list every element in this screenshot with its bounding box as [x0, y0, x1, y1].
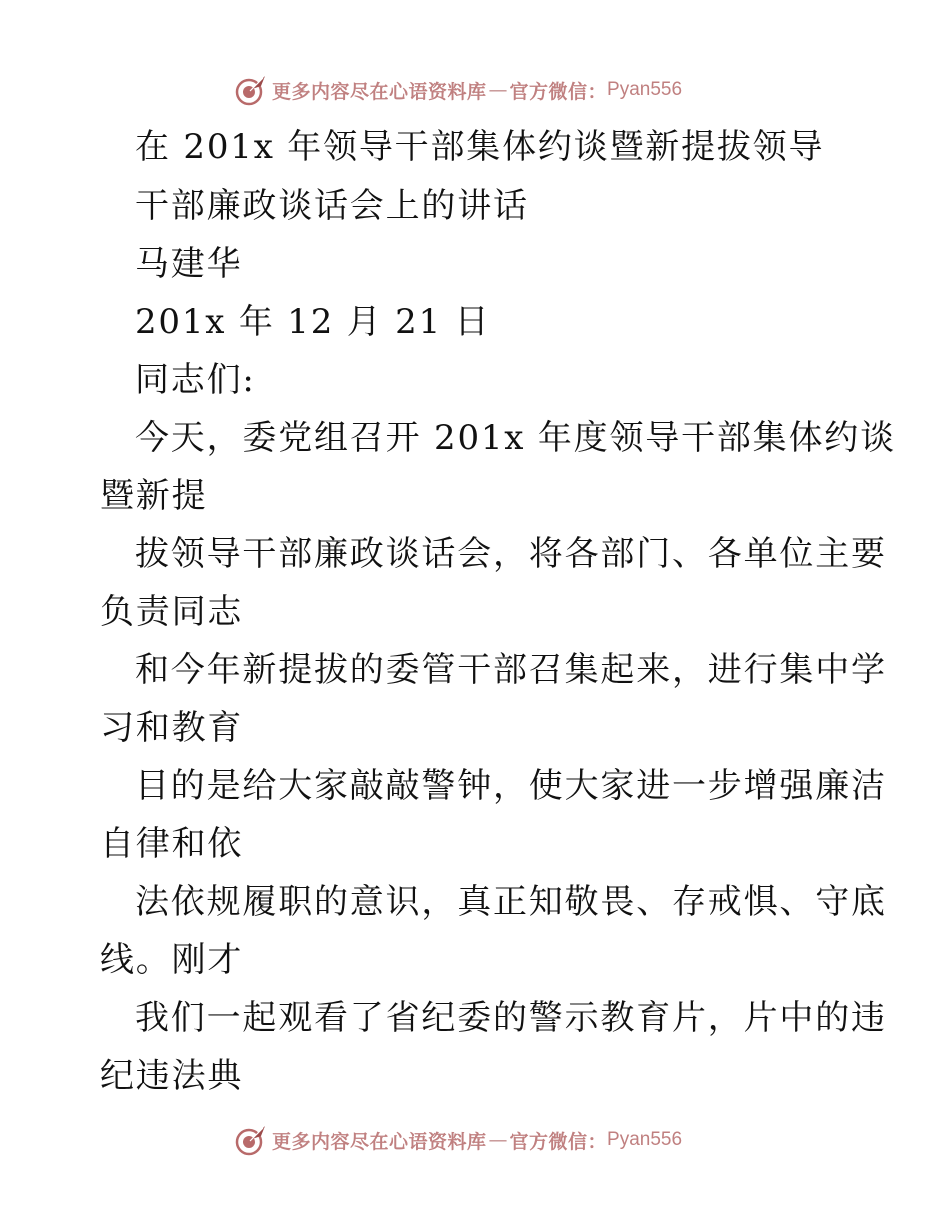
document-title-line-2: 干部廉政谈话会上的讲话	[135, 186, 529, 226]
body-line: 我们一起观看了省纪委的警示教育片，片中的违	[135, 998, 887, 1038]
body-line: 负责同志	[100, 592, 244, 632]
quill-pen-icon	[234, 1123, 268, 1157]
quill-pen-icon	[234, 73, 268, 107]
footer-watermark	[234, 1120, 682, 1160]
body-line: 习和教育	[100, 708, 244, 748]
body-line: 和今年新提拔的委管干部召集起来，进行集中学	[135, 650, 887, 690]
document-author: 马建华	[135, 244, 243, 284]
watermark-id: Pyan556	[607, 79, 683, 100]
watermark-label: 官方微信：	[509, 1130, 608, 1153]
body-line: 暨新提	[100, 476, 208, 516]
watermark-text: 更多内容尽在心语资料库	[272, 80, 487, 103]
watermark-id: Pyan556	[607, 1129, 683, 1150]
watermark-text: 更多内容尽在心语资料库	[272, 1130, 487, 1153]
header-watermark	[234, 70, 682, 110]
body-line: 线。刚才	[100, 940, 244, 980]
body-line: 今天，委党组召开 201x 年度领导干部集体约谈	[135, 418, 896, 458]
document-title-line-1: 在 201x 年领导干部集体约谈暨新提拔领导	[135, 127, 825, 167]
watermark-label: 官方微信：	[509, 80, 608, 103]
watermark-separator: —	[488, 1129, 508, 1151]
document-salutation: 同志们:	[135, 360, 256, 400]
body-line: 自律和依	[100, 824, 244, 864]
body-line: 法依规履职的意识，真正知敬畏、存戒惧、守底	[135, 882, 887, 922]
watermark-separator: —	[488, 79, 508, 101]
body-line: 纪违法典	[100, 1056, 244, 1096]
body-line: 拔领导干部廉政谈话会，将各部门、各单位主要	[135, 534, 887, 574]
document-date: 201x 年 12 月 21 日	[135, 302, 491, 342]
body-line: 目的是给大家敲敲警钟，使大家进一步增强廉洁	[135, 766, 887, 806]
